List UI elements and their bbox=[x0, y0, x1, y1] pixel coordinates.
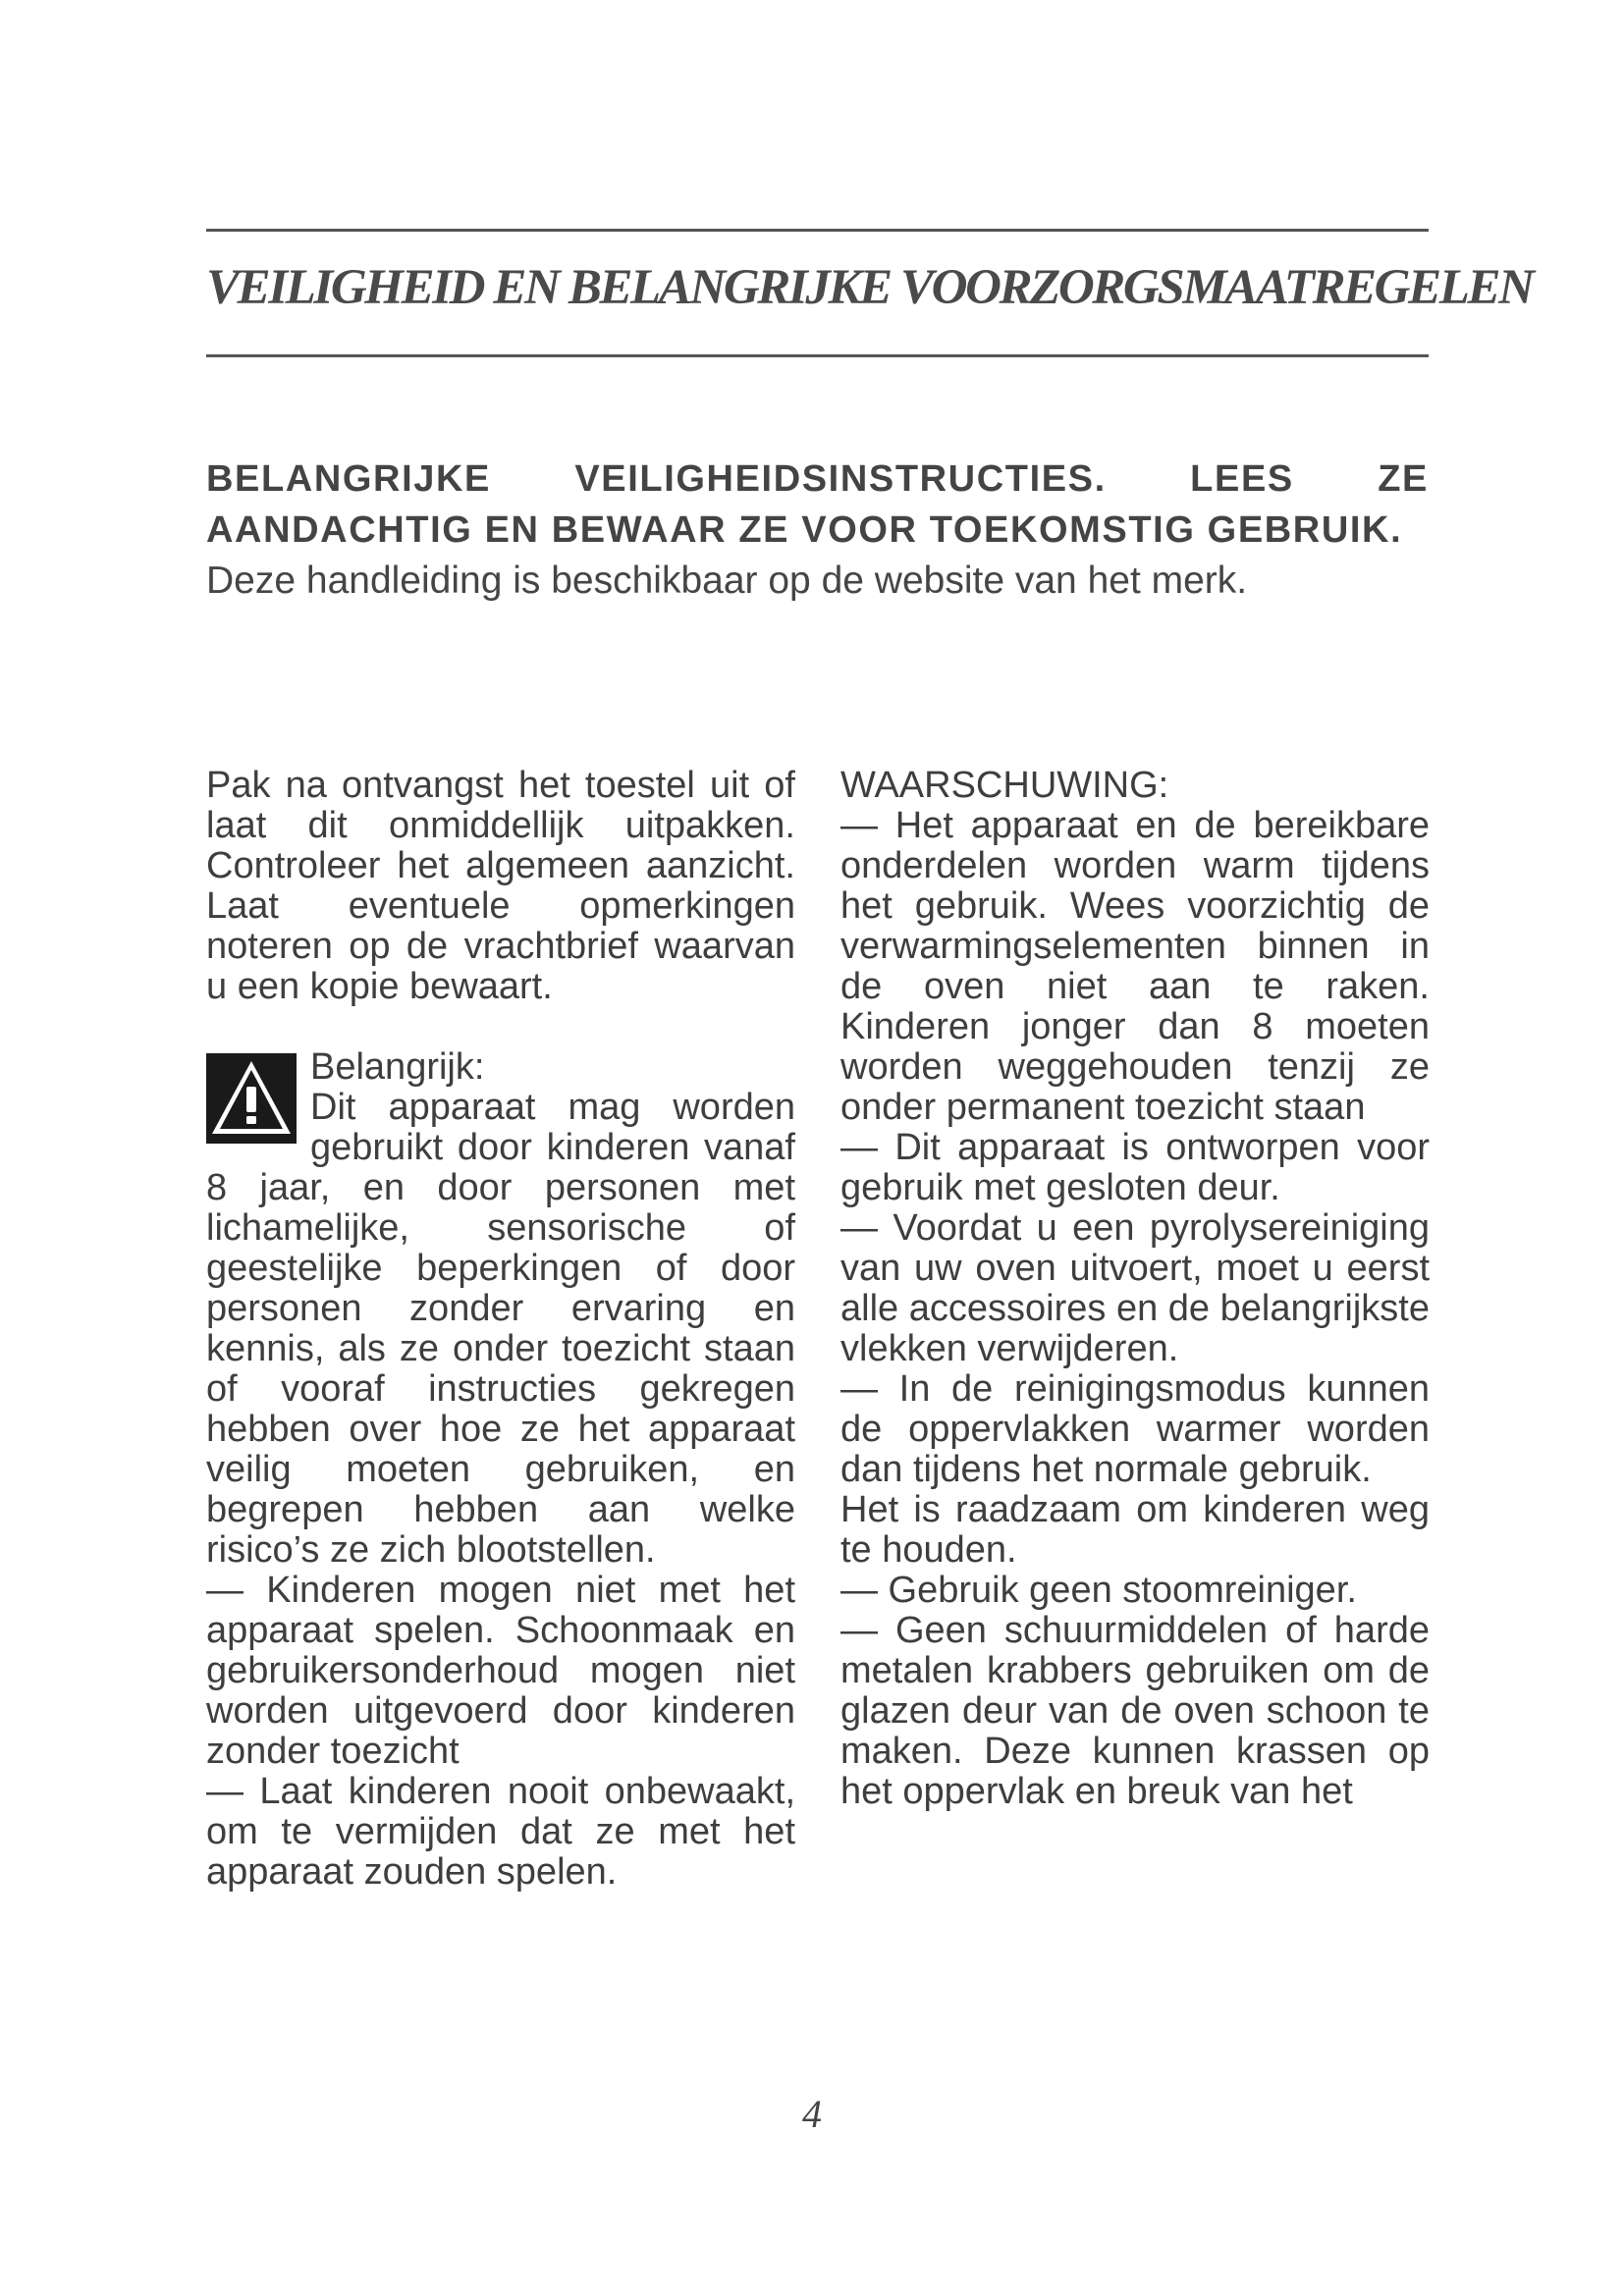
safety-instructions-heading: BELANGRIJKE VEILIGHEIDSINSTRUCTIES. LEES ZE AANDACHTIG EN BEWAAR ZE VOOR TOEKOMSTIG GEBRUIK. bbox=[206, 458, 1429, 551]
page-number: 4 bbox=[802, 2092, 822, 2136]
abrasives-paragraph: — Geen schuurmiddelen of harde metalen krabbers gebruiken om de glazen deur van de oven schoon te maken. Deze kunnen krassen op het oppervlak en breuk van het bbox=[840, 1610, 1430, 1812]
warning-label: WAARSCHUWING: bbox=[840, 765, 1169, 806]
steam-cleaner-paragraph: — Gebruik geen stoomreiniger. bbox=[840, 1570, 1357, 1611]
manual-availability-note: Deze handleiding is beschikbaar op de website van het merk. bbox=[206, 560, 1248, 602]
header-rule-bottom bbox=[206, 354, 1429, 357]
intro-section bbox=[206, 454, 1429, 607]
cleaning-mode-paragraph: — In de reinigingsmodus kunnen de oppervlakken warmer worden dan tijdens het normale gebruik. bbox=[840, 1368, 1430, 1490]
header-rule-top bbox=[206, 229, 1429, 232]
children-play-paragraph: — Kinderen mogen niet met het apparaat spelen. Schoonmaak en gebruikersonderhoud mogen niet worden uitgevoerd door kinderen zonder toezicht bbox=[206, 1570, 795, 1772]
left-column bbox=[206, 766, 795, 1893]
closed-door-paragraph: — Dit apparaat is ontworpen voor gebruik met gesloten deur. bbox=[840, 1127, 1430, 1208]
keep-children-paragraph: Het is raadzaam om kinderen weg te houden. bbox=[840, 1489, 1430, 1571]
important-paragraph: Dit apparaat mag worden gebruikt door kinderen vanaf 8 jaar, en door personen met lichamelijke, sensorische of geestelijke beperkingen of door personen zonder ervaring en kennis, als ze onder toezicht staan of vooraf instructies gekregen hebben over hoe ze het apparaat veilig moeten gebruiken, en begrepen hebben aan welke risico’s ze zich blootstellen. bbox=[206, 1087, 795, 1571]
pyrolysis-paragraph: — Voordat u een pyrolysereiniging van uw oven uitvoert, moet u eerst alle accessoires en de belangrijkste vlekken verwijderen. bbox=[840, 1207, 1430, 1369]
right-column bbox=[840, 766, 1430, 1812]
important-label: Belangrijk: bbox=[310, 1046, 485, 1088]
unpacking-paragraph: Pak na ontvangst het toestel uit of laat dit onmiddellijk uitpakken. Controleer het algemeen aanzicht. Laat eventuele opmerkingen noteren op de vrachtbrief waarvan u een kopie bewaart. bbox=[206, 765, 795, 1007]
important-block bbox=[206, 1047, 795, 1571]
children-unattended-paragraph: — Laat kinderen nooit onbewaakt, om te vermijden dat ze met het apparaat zouden spelen. bbox=[206, 1771, 795, 1893]
warning-triangle-icon bbox=[206, 1053, 297, 1144]
warm-parts-paragraph: — Het apparaat en de bereikbare onderdelen worden warm tijdens het gebruik. Wees voorzichtig de verwarmingselementen binnen in de oven niet aan te raken. Kinderen jonger dan 8 moeten worden weggehouden tenzij ze onder permanent toezicht staan bbox=[840, 805, 1430, 1128]
page-title: VEILIGHEID EN BELANGRIJKE VOORZORGSMAATREGELEN bbox=[206, 260, 1533, 315]
